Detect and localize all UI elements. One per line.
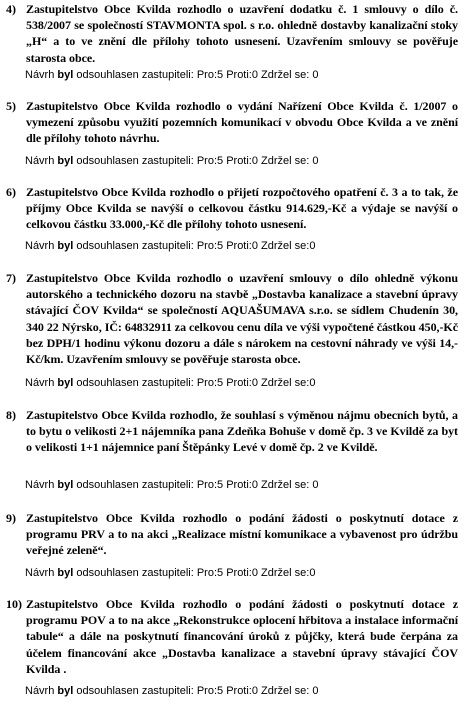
resolution-item-8 (6, 407, 458, 456)
resolution-item-10 (6, 596, 458, 677)
resolution-text: Zastupitelstvo Obce Kvilda rozhodlo o vydání Nařízení Obce Kvilda č. 1/2007 o vymezení způsobu využití pozemních komunikací v obvodu Obce Kvilda a ve znění dle přílohy tohoto návrhu. (26, 99, 458, 146)
vote-tally: odsouhlasen zastupiteli: Pro:5 Proti:0 Zdržel se:0 (76, 377, 316, 389)
item-number: 8) (6, 408, 16, 422)
resolution-item-7 (6, 270, 458, 367)
vote-prefix: Návrh (25, 69, 55, 81)
resolution-item-6 (6, 184, 458, 233)
vote-prefix: Návrh (25, 377, 55, 389)
vote-tally: odsouhlasen zastupiteli: Pro:5 Proti:0 Zdržel se:0 (76, 240, 316, 252)
vote-prefix: Návrh (25, 240, 55, 252)
resolution-item-4 (6, 1, 458, 66)
item-number: 9) (6, 511, 16, 525)
vote-bold: byl (57, 685, 74, 697)
resolution-item-5 (6, 98, 458, 147)
vote-result (25, 376, 315, 390)
vote-result (25, 68, 319, 82)
vote-tally: odsouhlasen zastupiteli: Pro:5 Proti:0 Zdržel se:0 (76, 567, 316, 579)
resolution-text: Zastupitelstvo Obce Kvilda rozhodlo o uzavření dodatku č. 1 smlouvy o dílo č. 538/2007 se společností STAVMONTA spol. s r.o. ohledně dostavby kanalizační stoky „H“ a to ve znění dle přílohy tohoto usnesení. Uzavřením smlouvy se pověřuje starosta obce. (26, 2, 458, 65)
vote-bold: byl (57, 479, 74, 491)
vote-result (25, 684, 319, 698)
vote-bold: byl (57, 377, 74, 389)
resolution-text: Zastupitelstvo Obce Kvilda rozhodlo o podání žádosti o poskytnutí dotace z programu POV a to na akce „Rekonstrukce oplocení hřbitova a instalace informační tabule“ a dále na poskytnutí financování úroků z půjčky, která bude čerpána za účelem financování akce „Dostavba kanalizace a stavební úpravy stávající ČOV Kvilda . (26, 597, 458, 676)
resolution-item-9 (6, 510, 458, 559)
vote-result (25, 154, 319, 168)
item-number: 10) (6, 597, 22, 611)
vote-result (25, 478, 319, 492)
item-number: 7) (6, 271, 16, 285)
vote-prefix: Návrh (25, 685, 55, 697)
item-number: 6) (6, 185, 16, 199)
resolution-text: Zastupitelstvo Obce Kvilda rozhodlo o přijetí rozpočtového opatření č. 3 a to tak, že příjmy Obce Kvilda se navýší o celkovou částku 914.629,-Kč a výdaje se navýší o celkovou částku 33.000,-Kč dle přílohy tohoto usnesení. (26, 185, 458, 232)
resolution-text: Zastupitelstvo Obce Kvilda rozhodlo o uzavření smlouvy o dílo ohledně výkonu autorského a technického dozoru na stavbě „Dostavba kanalizace a stavební úpravy stávající ČOV Kvilda“ se společností AQUAŠUMAVA s.r.o. se sídlem Chudenín 30, 340 22 Nýrsko, IČ: 64832911 za celkovou cenu díla ve výši vypočtené částkou 450,-Kč bez DPH/1 hodinu výkonu dozoru a dále s nárokem na cestovní náhrady ve výši 14,-Kč/km. Uzavřením smlouvy se pověřuje starosta obce. (26, 271, 458, 367)
vote-result (25, 239, 315, 253)
vote-bold: byl (57, 155, 74, 167)
vote-bold: byl (57, 240, 74, 252)
vote-tally: odsouhlasen zastupiteli: Pro:5 Proti:0 Zdržel se: 0 (76, 685, 319, 697)
item-number: 4) (6, 2, 16, 16)
vote-prefix: Návrh (25, 567, 55, 579)
resolution-text: Zastupitelstvo Obce Kvilda rozhodlo, že souhlasí s výměnou nájmu obecních bytů, a to bytu o velikosti 2+1 nájemníka pana Zdeňka Bohuše v domě čp. 3 ve Kvildě za byt o velikosti 1+1 nájemnice paní Štěpánky Levé v domě čp. 2 ve Kvildě. (26, 408, 458, 455)
vote-prefix: Návrh (25, 479, 55, 491)
vote-result (25, 566, 315, 580)
vote-tally: odsouhlasen zastupiteli: Pro:5 Proti:0 Zdržel se: 0 (76, 479, 319, 491)
vote-tally: odsouhlasen zastupiteli: Pro:5 Proti:0 Zdržel se: 0 (76, 69, 319, 81)
vote-prefix: Návrh (25, 155, 55, 167)
item-number: 5) (6, 99, 16, 113)
vote-tally: odsouhlasen zastupiteli: Pro:5 Proti:0 Zdržel se: 0 (76, 155, 319, 167)
vote-bold: byl (57, 567, 74, 579)
resolution-text: Zastupitelstvo Obce Kvilda rozhodlo o podání žádosti o poskytnutí dotace z programu PRV a to na akci „Realizace místní komunikace a vybavenost pro údržbu veřejné zeleně“. (26, 511, 458, 558)
vote-bold: byl (57, 69, 74, 81)
